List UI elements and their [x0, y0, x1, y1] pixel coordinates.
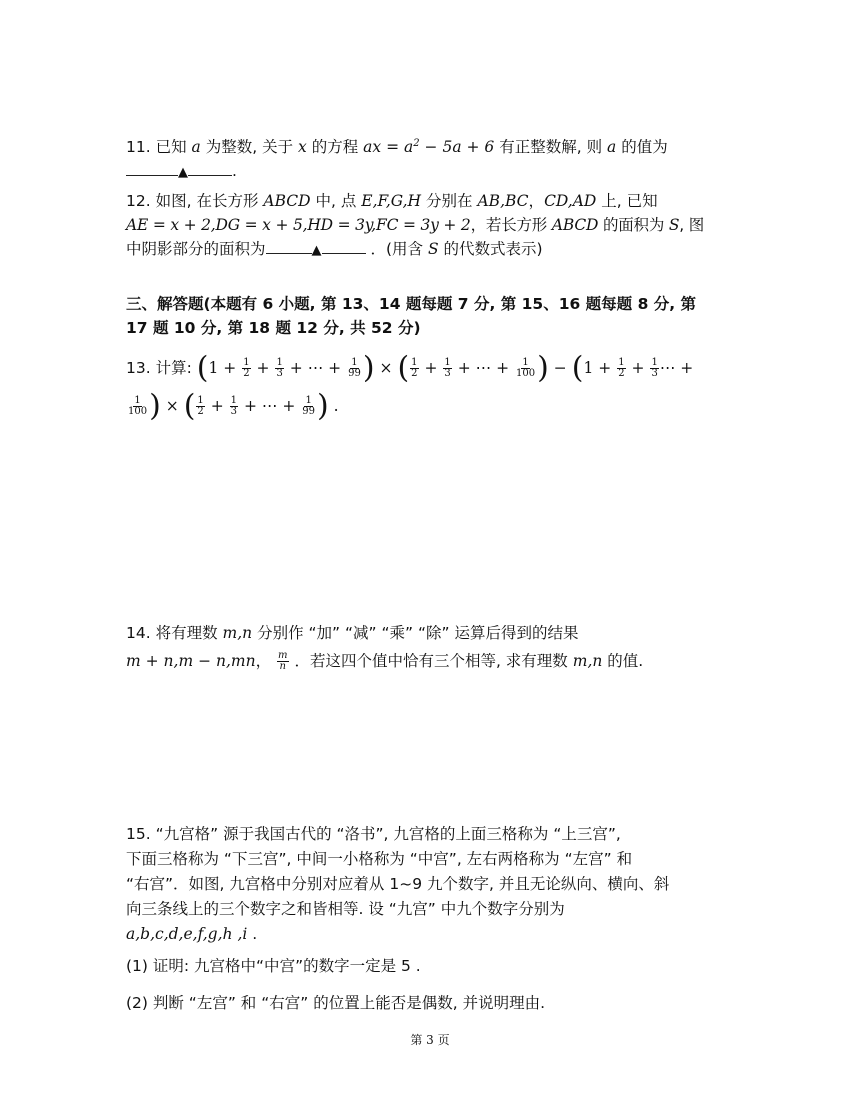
- question-12-line3: [126, 237, 746, 263]
- fraction: $\frac{m}{n}$: [278, 650, 288, 672]
- paren: (: [183, 388, 196, 424]
- times-sign: ×: [379, 359, 393, 377]
- question-14-line2: [126, 648, 746, 674]
- q11-equation: ax = $a^2 - 5a + 6$: [363, 137, 495, 156]
- fraction: $\frac{1}{100}$: [128, 395, 148, 417]
- q12-comma: ，: [528, 192, 545, 210]
- ellipsis: ⋯: [475, 359, 492, 377]
- section-heading-line: 三、解答题(本题有 6 小题, 第 13、14 题每题 7 分, 第 15、16 题每题 8 分, 第: [126, 295, 697, 313]
- question-15: [126, 822, 746, 947]
- answer-blank: [322, 238, 366, 254]
- plus-sign: +: [282, 397, 296, 415]
- q15-subquestion: (2) 判断 “左宫” 和 “右宫” 的位置上能否是偶数, 并说明理由.: [126, 994, 545, 1012]
- q12-text: 中阴影部分的面积为: [126, 240, 266, 258]
- ellipsis: ⋯: [307, 359, 324, 377]
- q12-text: 如图, 在长方形: [155, 192, 259, 210]
- fraction: $\frac{1}{3}$: [276, 357, 283, 379]
- fraction: $\frac{1}{2}$: [411, 357, 418, 379]
- answer-blank: [266, 238, 312, 254]
- q15-vars: a,b,c,d,e,f,g,ℎ ,i: [126, 925, 248, 943]
- q11-text: 为整数, 关于: [205, 138, 294, 156]
- q12-equations: AE = x + 2,DG = x + 5,HD = 3y,FC = 3y + 2: [126, 216, 471, 234]
- q13-label: 计算:: [155, 359, 192, 377]
- question-15-part-1: [126, 954, 746, 978]
- q12-var-s: S: [668, 216, 680, 234]
- fraction: $\frac{1}{3}$: [230, 395, 238, 417]
- plus-sign: +: [496, 359, 510, 377]
- ellipsis: ⋯: [659, 359, 676, 377]
- q12-sides: AB,BC: [477, 192, 529, 210]
- plus-sign: +: [289, 359, 303, 377]
- fraction: $\frac{1}{2}$: [243, 357, 250, 379]
- plus-sign: +: [598, 359, 612, 377]
- q11-number: 11.: [126, 138, 151, 156]
- q12-text: , 图: [679, 216, 705, 234]
- q15-line: 向三条线上的三个数字之和皆相等. 设 “九宫” 中九个数字分别为: [126, 900, 565, 918]
- q15-subquestion: (1) 证明: 九宫格中“中宫”的数字一定是 5 .: [126, 957, 421, 975]
- fraction: $\frac{1}{2}$: [197, 395, 204, 417]
- plus-sign: +: [223, 359, 237, 377]
- question-13: [126, 350, 746, 386]
- q14-number: 14.: [126, 624, 151, 642]
- q12-text: 分别在: [426, 192, 473, 210]
- q12-number: 12.: [126, 192, 151, 210]
- section-heading-line: 17 题 10 分, 第 18 题 12 分, 共 52 分): [126, 319, 421, 337]
- q11-var-a: a: [607, 138, 617, 156]
- plus-sign: +: [243, 397, 257, 415]
- plus-sign: +: [680, 359, 694, 377]
- plus-sign: +: [256, 359, 270, 377]
- q12-text: 的面积为: [602, 216, 665, 234]
- fraction: $\frac{1}{3}$: [444, 357, 451, 379]
- plus-sign: +: [328, 359, 342, 377]
- page-number: 第 3 页: [410, 1033, 450, 1047]
- q12-text: ．(用含: [370, 240, 424, 258]
- period: .: [333, 397, 339, 415]
- q11-text: 的值为: [621, 138, 668, 156]
- q15-line: 下面三格称为 “下三宫”, 中间一小格称为 “中宫”, 左右两格称为 “左宫” 和: [126, 850, 633, 868]
- question-15-part-2: [126, 991, 746, 1015]
- q12-text: 上, 已知: [601, 192, 658, 210]
- q12-text: ，若长方形: [470, 216, 548, 234]
- q13-number: 13.: [126, 359, 151, 377]
- q11-var-x: x: [298, 138, 307, 156]
- paren: (: [571, 350, 584, 386]
- paren: ): [149, 388, 161, 424]
- fraction: $\frac{1}{99}$: [348, 357, 361, 379]
- paren: (: [196, 350, 209, 386]
- q15-line: “右宫”．如图, 九宫格中分别对应着从 1~9 九个数字, 并且无论纵向、横向、斜: [126, 875, 670, 893]
- q15-vars-line: a,b,c,d,e,f,g,ℎ ,i .: [126, 925, 258, 943]
- question-11-answer: [126, 159, 746, 185]
- q11-end: .: [232, 162, 237, 180]
- q11-text: 已知: [155, 138, 187, 156]
- q14-text: 分别作 “加” “减” “乘” “除” 运算后得到的结果: [257, 624, 579, 642]
- section-3-heading: [126, 292, 746, 340]
- math-one: 1: [583, 359, 594, 377]
- q15-line: 15. “九宫格” 源于我国古代的 “洛书”, 九宫格的上面三格称为 “上三宫”,: [126, 825, 621, 843]
- question-12-line2: [126, 213, 746, 237]
- fraction: $\frac{1}{3}$: [651, 357, 658, 379]
- q11-var-a: a: [191, 138, 201, 156]
- paren: (: [397, 350, 410, 386]
- triangle-marker: ▲: [311, 243, 322, 258]
- question-14: [126, 621, 746, 645]
- q11-text: 的方程: [311, 138, 359, 156]
- plus-sign: +: [424, 359, 438, 377]
- q14-expressions: m + n,m − n,mn: [126, 652, 256, 670]
- q12-text: 中, 点: [315, 192, 357, 210]
- paren: ): [537, 350, 549, 386]
- answer-blank: [188, 160, 232, 176]
- answer-blank: [126, 160, 178, 176]
- minus-sign: −: [553, 359, 567, 377]
- times-sign: ×: [165, 397, 179, 415]
- q11-text: 有正整数解, 则: [499, 138, 603, 156]
- paren: ): [362, 350, 375, 386]
- math-one: 1: [208, 359, 219, 377]
- ellipsis: ⋯: [261, 397, 278, 415]
- q12-rect-label: ABCD: [551, 216, 599, 234]
- q12-var-s: S: [427, 240, 439, 258]
- fraction: $\frac{1}{99}$: [302, 395, 316, 417]
- question-11: [126, 135, 746, 159]
- plus-sign: +: [631, 359, 645, 377]
- q14-vars: m,n: [572, 652, 603, 670]
- question-13-line2: [126, 388, 746, 424]
- fraction: $\frac{1}{100}$: [516, 357, 536, 379]
- q14-comma: ，: [255, 652, 272, 670]
- q12-text: 的代数式表示): [443, 240, 543, 258]
- paren: ): [317, 388, 329, 424]
- q14-text: ．若这四个值中恰有三个相等, 求有理数: [294, 652, 568, 670]
- triangle-marker: ▲: [178, 165, 188, 180]
- q14-vars: m,n: [222, 624, 253, 642]
- plus-sign: +: [457, 359, 471, 377]
- q14-text: 的值.: [607, 652, 644, 670]
- q12-sides: CD,AD: [544, 192, 597, 210]
- q14-text: 将有理数: [155, 624, 218, 642]
- q12-rect-label: ABCD: [263, 192, 311, 210]
- question-12: [126, 189, 746, 213]
- fraction: $\frac{1}{2}$: [618, 357, 625, 379]
- plus-sign: +: [210, 397, 224, 415]
- q12-points: E,F,G,H: [361, 192, 422, 210]
